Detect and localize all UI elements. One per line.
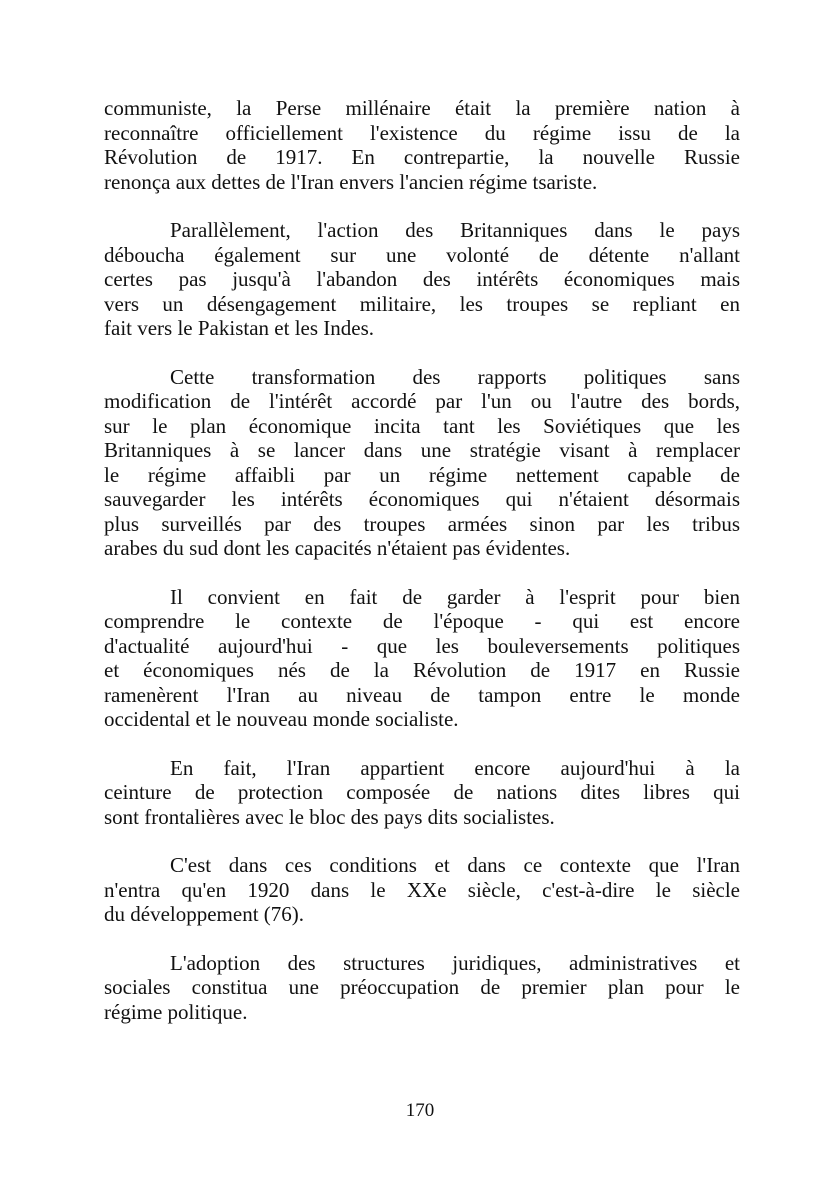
text-line: En fait, l'Iran appartient encore aujourd'hui à la bbox=[170, 755, 740, 780]
text-line: renonça aux dettes de l'Iran envers l'ancien régime tsariste. bbox=[104, 169, 598, 194]
text-line: vers un désengagement militaire, les troupes se repliant en bbox=[104, 291, 740, 316]
text-line: sont frontalières avec le bloc des pays dits socialistes. bbox=[104, 804, 555, 829]
text-line: ramenèrent l'Iran au niveau de tampon entre le monde bbox=[104, 682, 740, 707]
text-line: occidental et le nouveau monde socialiste. bbox=[104, 707, 459, 731]
page-number: 170 bbox=[405, 1100, 435, 1121]
text-line: le régime affaibli par un régime nettement capable de bbox=[104, 462, 740, 487]
text-line: L'adoption des structures juridiques, administratives et bbox=[170, 950, 740, 975]
text-line: sur le plan économique incita tant les Soviétiques que les bbox=[104, 413, 740, 438]
paragraph-5 bbox=[104, 756, 740, 830]
text-line: régime politique. bbox=[104, 999, 248, 1024]
text-line: Parallèlement, l'action des Britanniques dans le pays bbox=[170, 218, 740, 242]
text-line: Révolution de 1917. En contrepartie, la nouvelle Russie bbox=[104, 145, 740, 169]
text-line: arabes du sud dont les capacités n'étaient pas évidentes. bbox=[104, 536, 571, 560]
paragraph-2 bbox=[104, 218, 740, 341]
text-line: modification de l'intérêt accordé par l'un ou l'autre des bords, bbox=[104, 389, 740, 413]
text-line: et économiques nés de la Révolution de 1917 en Russie bbox=[104, 658, 740, 682]
paragraph-1 bbox=[104, 96, 740, 194]
text-line: communiste, la Perse millénaire était la première nation à bbox=[104, 96, 740, 120]
text-line: Il convient en fait de garder à l'esprit pour bien bbox=[170, 584, 740, 609]
text-line: Britanniques à se lancer dans une stratégie visant à remplacer bbox=[104, 438, 740, 462]
text-line: fait vers le Pakistan et les Indes. bbox=[104, 316, 375, 340]
body-text bbox=[104, 96, 740, 1048]
text-line: du développement (76). bbox=[104, 902, 305, 926]
text-line: sociales constitua une préoccupation de premier plan pour le bbox=[104, 975, 740, 999]
text-line: C'est dans ces conditions et dans ce contexte que l'Iran bbox=[170, 853, 740, 877]
paragraph-7 bbox=[104, 951, 740, 1025]
text-line: Cette transformation des rapports politiques sans bbox=[170, 364, 740, 389]
text-line: reconnaître officiellement l'existence du régime issu de la bbox=[104, 120, 740, 145]
text-line: n'entra qu'en 1920 dans le XXe siècle, c'est-à-dire le siècle bbox=[104, 877, 740, 902]
text-line: d'actualité aujourd'hui - que les bouleversements politiques bbox=[104, 633, 740, 658]
paragraph-6 bbox=[104, 853, 740, 927]
text-line: sauvegarder les intérêts économiques qui n'étaient désormais bbox=[104, 487, 740, 511]
text-line: comprendre le contexte de l'époque - qui est encore bbox=[104, 609, 740, 633]
text-line: ceinture de protection composée de nations dites libres qui bbox=[104, 780, 740, 804]
paragraph-3 bbox=[104, 365, 740, 561]
text-line: déboucha également sur une volonté de détente n'allant bbox=[104, 242, 740, 267]
paragraph-4 bbox=[104, 585, 740, 732]
text-line: certes pas jusqu'à l'abandon des intérêts économiques mais bbox=[104, 267, 740, 291]
text-line: plus surveillés par des troupes armées sinon par les tribus bbox=[104, 511, 740, 536]
